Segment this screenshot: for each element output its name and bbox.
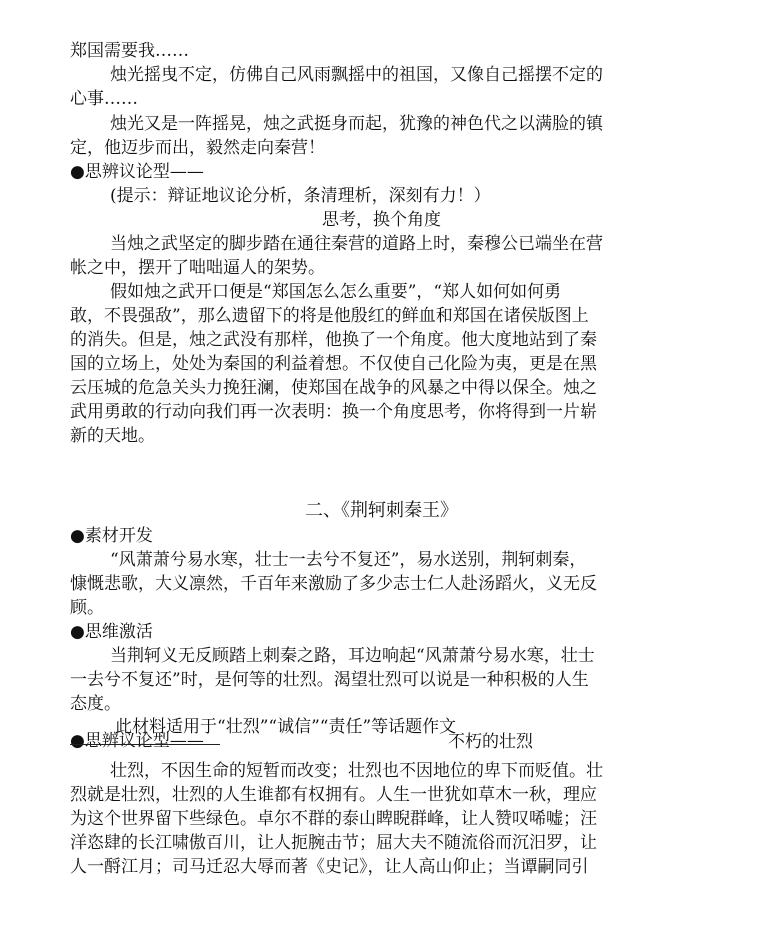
section-heading — [70, 730, 204, 752]
text-line: 当烛之武坚定的脚步踏在通往秦营的道路上时，秦穆公已端坐在营 — [110, 234, 603, 254]
text-line: “风萧萧兮易水寒，壮士一去兮不复还”，易水送别，荆轲刺秦， — [110, 550, 587, 570]
text-line: 壮烈，不因生命的短暂而改变；壮烈也不因地位的卑下而贬值。壮 — [110, 761, 603, 781]
text-line: 人一酹江月；司马迁忍大辱而著《史记》，让人高山仰止；当谭嗣同引 — [70, 857, 589, 877]
text-line: 当荆轲义无反顾踏上刺秦之路，耳边响起“风萧萧兮易水寒，壮士 — [110, 646, 595, 666]
section-heading-label: 素材开发 — [84, 526, 153, 546]
text-line: 假如烛之武开口便是“郑国怎么怎么重要”，“郑人如何如何勇 — [110, 282, 562, 302]
text-line: 洋恣肆的长江啸傲百川，让人扼腕击节；屈大夫不随流俗而沉汨罗，让 — [70, 833, 597, 853]
text-line: 慷慨悲歌，大义凛然，千百年来激励了多少志士仁人赴汤蹈火，义无反 — [70, 574, 597, 594]
text-line: 敢，不畏强敌”，那么遗留下的将是他殷红的鲜血和郑国在诸侯版图上 — [70, 306, 589, 326]
hint-line: (提示：辩证地议论分析，条清理析，深刻有力！） — [110, 186, 491, 206]
section-heading — [70, 525, 153, 547]
text-line: 云压城的危急关头力挽狂澜，使郑国在战争的风暴之中得以保全。烛之 — [70, 378, 597, 398]
section-title: 二、《荆轲刺秦王》 — [305, 500, 458, 521]
section-heading — [70, 621, 153, 643]
text-line: 烈就是壮烈，壮烈的人生谁都有权拥有。人生一世犹如草木一秋，理应 — [70, 785, 597, 805]
section-heading-label: 思辨议论型—— — [84, 162, 204, 182]
text-line: 烛光又是一阵摇晃，烛之武挺身而起，犹豫的神色代之以满脸的镇 — [110, 114, 603, 134]
section-heading — [70, 161, 204, 183]
section-heading-label: 思维激活 — [84, 622, 153, 642]
text-line: 的消失。但是，烛之武没有那样，他换了一个角度。他大度地站到了秦 — [70, 330, 597, 350]
text-line: 国的立场上，处处为秦国的利益着想。不仅使自己化险为夷，更是在黑 — [70, 354, 597, 374]
text-line: 顾。 — [70, 598, 104, 618]
text-line: 新的天地。 — [70, 426, 155, 446]
text-line: 定，他迈步而出，毅然走向秦营！ — [70, 138, 325, 158]
underline-divider — [70, 744, 220, 745]
text-line: 烛光摇曳不定，仿佛自己风雨飘摇中的祖国，又像自己摇摆不定的 — [110, 65, 603, 85]
text-line: 郑国需要我…… — [70, 41, 189, 61]
text-line: 武用勇敢的行动向我们再一次表明：换一个角度思考，你将得到一片崭 — [70, 402, 597, 422]
text-line: 为这个世界留下些绿色。卓尔不群的泰山睥睨群峰，让人赞叹唏嘘；汪 — [70, 809, 597, 829]
text-line: 帐之中，摆开了咄咄逼人的架势。 — [70, 258, 325, 278]
essay-title: 不朽的壮烈 — [448, 732, 533, 752]
text-line: 一去兮不复还”时，是何等的壮烈。渴望壮烈可以说是一种积极的人生 — [70, 670, 589, 690]
material-note: 此材料适用于“壮烈”“诚信”“责任”等话题作文 — [115, 717, 457, 737]
essay-title: 思考，换个角度 — [322, 210, 441, 230]
section-heading-label: 思辨议论型—— — [84, 731, 204, 751]
text-line: 心事…… — [70, 89, 138, 109]
text-line: 态度。 — [70, 694, 121, 714]
